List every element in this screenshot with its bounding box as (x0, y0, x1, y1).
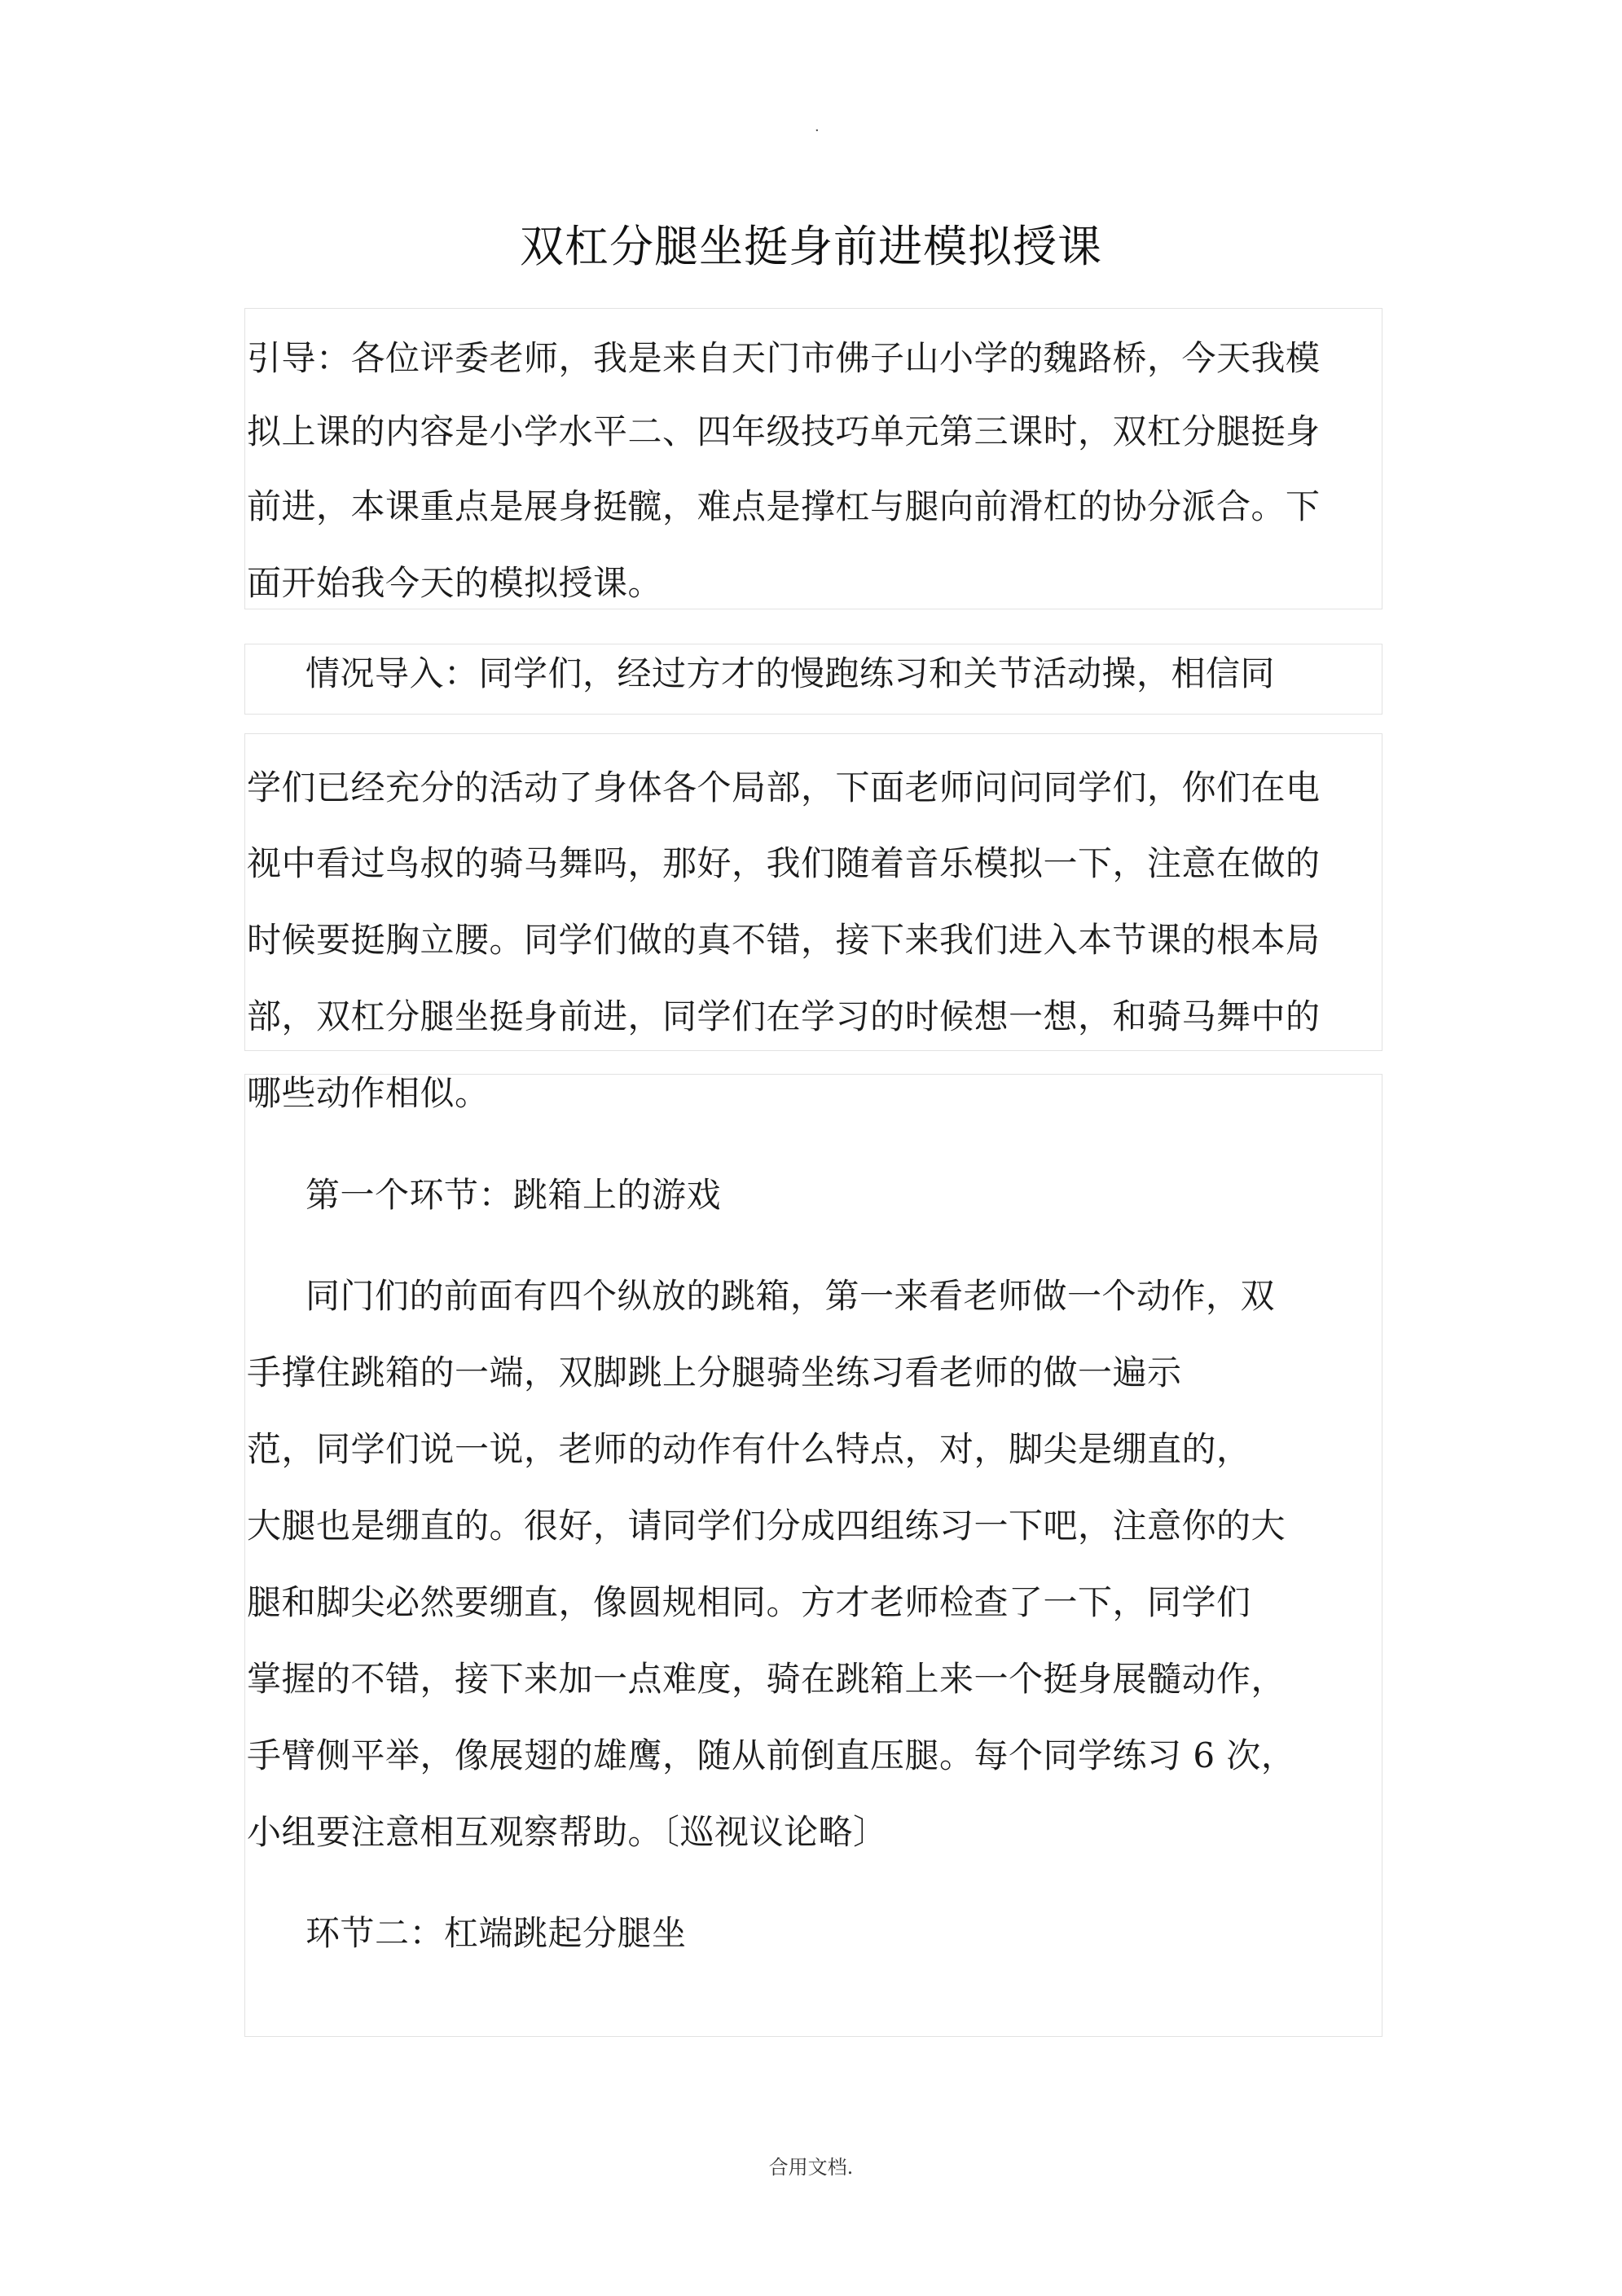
section2-heading: 环节二：杠端跳起分腿坐 (305, 1913, 687, 1953)
section1-line: 手臂侧平举，像展翅的雄鹰，随从前倒直压腿。每个同学练习 6 次， (247, 1735, 1296, 1775)
intro-line: 拟上课的内容是小学水平二、四年级技巧单元第三课时，双杠分腿挺身 (247, 411, 1321, 451)
intro-line: 面开始我今天的模拟授课。 (247, 563, 663, 603)
situation-line: 视中看过鸟叔的骑马舞吗，那好，我们随着音乐模拟一下，注意在做的 (247, 843, 1321, 883)
section1-line: 同门们的前面有四个纵放的跳箱，第一来看老师做一个动作，双 (305, 1276, 1276, 1316)
section1-line: 小组要注意相互观察帮助。〔巡视议论略〕 (247, 1812, 888, 1852)
header-mark: · (815, 122, 820, 139)
section1-line: 手撑住跳箱的一端，双脚跳上分腿骑坐练习看老师的做一遍示 (247, 1353, 1182, 1392)
situation-line: 哪些动作相似。 (247, 1073, 490, 1113)
situation-line: 部，双杠分腿坐挺身前进，同学们在学习的时候想一想，和骑马舞中的 (247, 996, 1321, 1036)
intro-line: 引导：各位评委老师，我是来自天门市佛子山小学的魏路桥，今天我模 (247, 338, 1321, 378)
section1-line: 范，同学们说一说，老师的动作有什么特点，对，脚尖是绷直的， (247, 1429, 1251, 1469)
footer-text: 合用文档. (768, 2156, 854, 2179)
section1-heading: 第一个环节：跳箱上的游戏 (305, 1175, 722, 1215)
section1-line: 大腿也是绷直的。很好，请同学们分成四组练习一下吧，注意你的大 (247, 1506, 1286, 1546)
situation-line: 学们已经充分的活动了身体各个局部，下面老师问问同学们，你们在电 (247, 768, 1321, 807)
section1-line: 掌握的不错，接下来加一点难度，骑在跳箱上来一个挺身展髓动作， (247, 1659, 1286, 1699)
situation-line: 时候要挺胸立腰。同学们做的真不错，接下来我们进入本节课的根本局 (247, 920, 1321, 960)
intro-line: 前进，本课重点是展身挺髋，难点是撑杠与腿向前滑杠的协分派合。下 (247, 486, 1321, 526)
document-title: 双杠分腿坐挺身前进模拟授课 (520, 221, 1102, 272)
section1-line: 腿和脚尖必然要绷直，像圆规相同。方才老师检查了一下，同学们 (247, 1582, 1251, 1622)
situation-line: 情况导入：同学们，经过方才的慢跑练习和关节活动操，相信同 (305, 653, 1276, 693)
